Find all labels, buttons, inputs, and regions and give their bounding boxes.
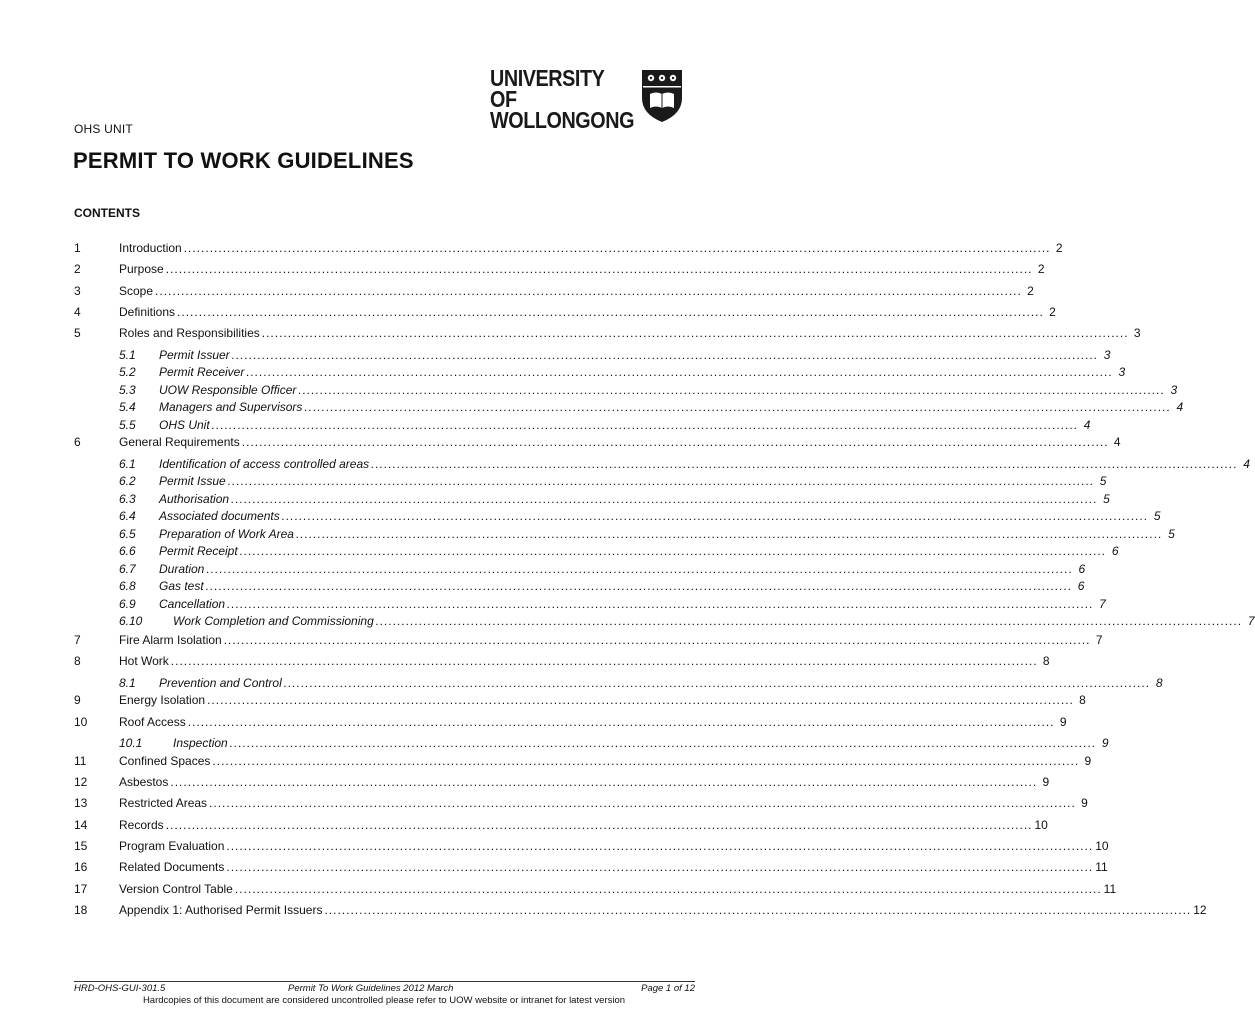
toc-dot-leader: ........................................................................................................................................................................................................ (183, 241, 1051, 255)
toc-entry-page: 6 (1111, 544, 1119, 558)
toc-dot-leader: ........................................................................................................................................................................................................ (226, 839, 1094, 853)
toc-entry-number: 5 (74, 326, 81, 340)
toc-entry-page: 5 (1103, 492, 1110, 506)
toc-entry-title: Authorisation (159, 492, 230, 506)
toc-dot-leader: ........................................................................................................................................................................................................ (206, 562, 1074, 576)
toc-dot-leader: ........................................................................................................................................................................................................ (165, 818, 1033, 832)
toc-entry-title: Preparation of Work Area (159, 527, 294, 541)
toc-entry-title: Definitions (119, 305, 176, 319)
toc-entry[interactable] (74, 435, 1121, 451)
toc-entry[interactable] (74, 284, 1034, 300)
toc-entry[interactable] (74, 509, 1161, 525)
toc-dot-leader: ........................................................................................................................................................................................................ (281, 509, 1149, 523)
toc-entry-title: Associated documents (159, 509, 280, 523)
toc-dot-leader: ........................................................................................................................................................................................................ (304, 400, 1172, 414)
toc-dot-leader: ........................................................................................................................................................................................................ (207, 693, 1074, 707)
toc-entry-page: 5 (1153, 509, 1161, 523)
toc-entry-page: 6 (1078, 562, 1086, 576)
toc-dot-leader: ........................................................................................................................................................................................................ (227, 597, 1094, 611)
toc-entry-number: 6.2 (119, 474, 136, 488)
toc-entry-page: 11 (1103, 882, 1117, 896)
toc-entry-title: Fire Alarm Isolation (119, 633, 222, 647)
toc-entry[interactable] (74, 903, 1207, 919)
toc-entry[interactable] (74, 562, 1086, 578)
document-code: HRD-OHS-GUI-301.5 (74, 983, 166, 994)
toc-entry-title: Cancellation (159, 597, 226, 611)
toc-entry-number: 6.5 (119, 527, 136, 541)
toc-entry-number: 3 (74, 284, 81, 298)
toc-entry-number: 6.1 (119, 457, 136, 471)
toc-entry-title: Inspection (173, 736, 228, 750)
toc-entry-title: Introduction (119, 241, 182, 255)
toc-entry-title: Permit Issue (159, 474, 226, 488)
toc-entry-page: 9 (1101, 736, 1109, 750)
unit-label: OHS UNIT (74, 122, 133, 136)
toc-entry-title: Duration (159, 562, 205, 576)
toc-entry-number: 13 (74, 796, 88, 810)
toc-entry-number: 5.1 (119, 348, 136, 362)
toc-entry-title: Permit Receiver (159, 365, 245, 379)
toc-entry-title: UOW Responsible Officer (159, 383, 297, 397)
toc-entry-number: 18 (74, 903, 88, 917)
toc-entry-page: 5 (1168, 527, 1175, 541)
toc-entry-number: 10.1 (119, 736, 143, 750)
toc-entry-title: Asbestos (119, 775, 169, 789)
toc-entry-title: Restricted Areas (119, 796, 208, 810)
toc-entry-number: 4 (74, 305, 81, 319)
toc-entry[interactable] (74, 474, 1107, 490)
toc-entry-page: 9 (1059, 715, 1067, 729)
toc-entry-page: 9 (1081, 796, 1088, 810)
toc-entry-number: 5.5 (119, 418, 136, 432)
toc-entry-page: 10 (1095, 839, 1109, 853)
toc-entry-page: 4 (1243, 457, 1250, 471)
toc-dot-leader: ........................................................................................................................................................................................................ (231, 492, 1098, 506)
university-logo (490, 65, 684, 133)
toc-entry-title: Records (119, 818, 164, 832)
toc-entry-number: 12 (74, 775, 88, 789)
toc-entry-page: 12 (1193, 903, 1207, 917)
toc-entry-number: 7 (74, 633, 81, 647)
toc-entry-page: 4 (1176, 400, 1184, 414)
logo-line-1: UNIVERSITY OF (490, 65, 605, 112)
toc-entry-page: 7 (1247, 614, 1255, 628)
toc-entry[interactable] (74, 775, 1050, 791)
toc-entry-number: 6.3 (119, 492, 136, 506)
toc-entry-number: 6.7 (119, 562, 136, 576)
toc-entry-page: 8 (1155, 676, 1163, 690)
toc-entry-title: Gas test (159, 579, 204, 593)
toc-entry[interactable] (74, 676, 1163, 692)
toc-entry-number: 10 (74, 715, 88, 729)
toc-entry-title: Confined Spaces (119, 754, 211, 768)
toc-entry-number: 6.8 (119, 579, 136, 593)
toc-entry[interactable] (74, 839, 1109, 855)
toc-entry-number: 14 (74, 818, 88, 832)
toc-entry-number: 6.9 (119, 597, 136, 611)
document-title: PERMIT TO WORK GUIDELINES (73, 148, 414, 173)
toc-entry-number: 6.10 (119, 614, 143, 628)
toc-entry-page: 2 (1049, 305, 1056, 319)
logo-line-2: WOLLONGONG (490, 107, 635, 133)
toc-entry-number: 2 (74, 262, 81, 276)
toc-dot-leader: ........................................................................................................................................................................................................ (170, 654, 1038, 668)
toc-entry-page: 11 (1095, 860, 1108, 874)
toc-dot-leader: ........................................................................................................................................................................................................ (226, 860, 1094, 874)
toc-entry-title: Permit Issuer (159, 348, 230, 362)
toc-entry[interactable] (74, 262, 1045, 278)
toc-entry[interactable] (74, 818, 1048, 834)
toc-dot-leader: ........................................................................................................................................................................................................ (165, 262, 1033, 276)
toc-entry-page: 8 (1079, 693, 1086, 707)
toc-entry-title: OHS Unit (159, 418, 210, 432)
toc-entry[interactable] (74, 241, 1063, 257)
toc-dot-leader: ........................................................................................................................................................................................................ (229, 736, 1097, 750)
toc-entry-title: General Requirements (119, 435, 240, 449)
toc-entry-title: Hot Work (119, 654, 169, 668)
toc-entry[interactable] (74, 614, 1255, 630)
toc-dot-leader: ........................................................................................................................................................................................................ (371, 457, 1238, 471)
toc-entry-title: Prevention and Control (159, 676, 282, 690)
toc-entry[interactable] (74, 457, 1250, 473)
toc-entry-number: 6 (74, 435, 81, 449)
toc-entry-number: 16 (74, 860, 88, 874)
toc-entry-page: 2 (1027, 284, 1034, 298)
toc-entry[interactable] (74, 400, 1184, 416)
toc-entry-title: Work Completion and Commissioning (173, 614, 374, 628)
footer-note: Hardcopies of this document are considered uncontrolled please refer to UOW website or intranet for latest version (142, 995, 626, 1006)
toc-entry[interactable] (74, 305, 1056, 321)
toc-entry[interactable] (74, 418, 1091, 434)
toc-entry-page: 10 (1034, 818, 1048, 832)
toc-entry[interactable] (74, 860, 1108, 876)
toc-entry-title: Energy Isolation (119, 693, 206, 707)
toc-entry-page: 3 (1170, 383, 1178, 397)
toc-entry-page: 3 (1118, 365, 1126, 379)
toc-entry[interactable] (74, 326, 1141, 342)
toc-dot-leader: ........................................................................................................................................................................................................ (234, 882, 1102, 896)
toc-entry-number: 17 (74, 882, 88, 896)
toc-entry[interactable] (74, 736, 1109, 752)
university-crest-icon (640, 68, 684, 124)
toc-dot-leader: ........................................................................................................................................................................................................ (283, 676, 1151, 690)
toc-entry-number: 5.4 (119, 400, 136, 414)
toc-dot-leader: ........................................................................................................................................................................................................ (246, 365, 1114, 379)
toc-entry-title: Program Evaluation (119, 839, 225, 853)
page-number: Page 1 of 12 (641, 983, 695, 994)
toc-entry-page: 3 (1103, 348, 1111, 362)
toc-entry-title: Roof Access (119, 715, 186, 729)
toc-dot-leader: ........................................................................................................................................................................................................ (187, 715, 1055, 729)
toc-dot-leader: ........................................................................................................................................................................................................ (375, 614, 1243, 628)
toc-entry-number: 9 (74, 693, 81, 707)
logo-wordmark (490, 65, 635, 133)
toc-entry[interactable] (74, 383, 1178, 399)
toc-entry-number: 8.1 (119, 676, 136, 690)
toc-entry-number: 5.2 (119, 365, 136, 379)
toc-entry-page: 2 (1037, 262, 1045, 276)
toc-entry[interactable] (74, 492, 1110, 508)
toc-entry-page: 9 (1042, 775, 1050, 789)
toc-entry-title: Version Control Table (119, 882, 233, 896)
toc-entry-title: Scope (119, 284, 154, 298)
toc-entry-number: 6.6 (119, 544, 136, 558)
toc-entry-title: Related Documents (119, 860, 225, 874)
toc-entry-page: 7 (1099, 597, 1106, 611)
toc-entry-page: 6 (1077, 579, 1085, 593)
toc-entry-title: Identification of access controlled areas (159, 457, 370, 471)
toc-entry-title: Managers and Supervisors (159, 400, 303, 414)
toc-entry-page: 4 (1083, 418, 1091, 432)
toc-entry[interactable] (74, 365, 1126, 381)
toc-dot-leader: ........................................................................................................................................................................................................ (298, 383, 1166, 397)
toc-dot-leader: ........................................................................................................................................................................................................ (155, 284, 1022, 298)
toc-entry-page: 9 (1084, 754, 1092, 768)
toc-dot-leader: ........................................................................................................................................................................................................ (223, 633, 1091, 647)
toc-dot-leader: ........................................................................................................................................................................................................ (211, 418, 1079, 432)
toc-dot-leader: ........................................................................................................................................................................................................ (231, 348, 1099, 362)
toc-entry-page: 4 (1113, 435, 1121, 449)
contents-heading: CONTENTS (74, 206, 140, 220)
toc-dot-leader: ........................................................................................................................................................................................................ (227, 474, 1095, 488)
toc-dot-leader: ........................................................................................................................................................................................................ (295, 527, 1163, 541)
toc-dot-leader: ........................................................................................................................................................................................................ (177, 305, 1044, 319)
toc-entry[interactable] (74, 544, 1119, 560)
toc-entry[interactable] (74, 754, 1092, 770)
toc-entry[interactable] (74, 633, 1103, 649)
toc-entry-page: 7 (1095, 633, 1103, 647)
toc-entry[interactable] (74, 693, 1086, 709)
toc-entry-number: 6.4 (119, 509, 136, 523)
toc-entry-page: 5 (1099, 474, 1107, 488)
toc-entry[interactable] (74, 715, 1067, 731)
toc-dot-leader: ........................................................................................................................................................................................................ (212, 754, 1080, 768)
toc-entry-title: Purpose (119, 262, 164, 276)
toc-entry[interactable] (74, 796, 1088, 812)
toc-entry-number: 11 (74, 754, 87, 768)
toc-entry-number: 15 (74, 839, 88, 853)
toc-entry[interactable] (74, 597, 1106, 613)
toc-entry-number: 8 (74, 654, 81, 668)
toc-entry[interactable] (74, 579, 1085, 595)
toc-entry[interactable] (74, 882, 1117, 898)
toc-entry-title: Roles and Responsibilities (119, 326, 260, 340)
toc-entry-page: 2 (1055, 241, 1063, 255)
toc-dot-leader: ........................................................................................................................................................................................................ (205, 579, 1073, 593)
toc-entry-page: 8 (1042, 654, 1050, 668)
toc-dot-leader: ........................................................................................................................................................................................................ (261, 326, 1129, 340)
toc-dot-leader: ........................................................................................................................................................................................................ (324, 903, 1192, 917)
toc-dot-leader: ........................................................................................................................................................................................................ (239, 544, 1107, 558)
toc-entry-title: Appendix 1: Authorised Permit Issuers (119, 903, 323, 917)
toc-entry-title: Permit Receipt (159, 544, 238, 558)
toc-entry-number: 5.3 (119, 383, 136, 397)
toc-entry[interactable] (74, 348, 1111, 364)
toc-entry[interactable] (74, 527, 1175, 543)
document-name: Permit To Work Guidelines 2012 March (288, 983, 454, 994)
toc-dot-leader: ........................................................................................................................................................................................................ (209, 796, 1076, 810)
toc-dot-leader: ........................................................................................................................................................................................................ (170, 775, 1038, 789)
toc-dot-leader: ........................................................................................................................................................................................................ (241, 435, 1109, 449)
toc-entry-number: 1 (74, 241, 81, 255)
footer-divider (74, 981, 695, 982)
toc-entry[interactable] (74, 654, 1050, 670)
toc-entry-page: 3 (1133, 326, 1141, 340)
